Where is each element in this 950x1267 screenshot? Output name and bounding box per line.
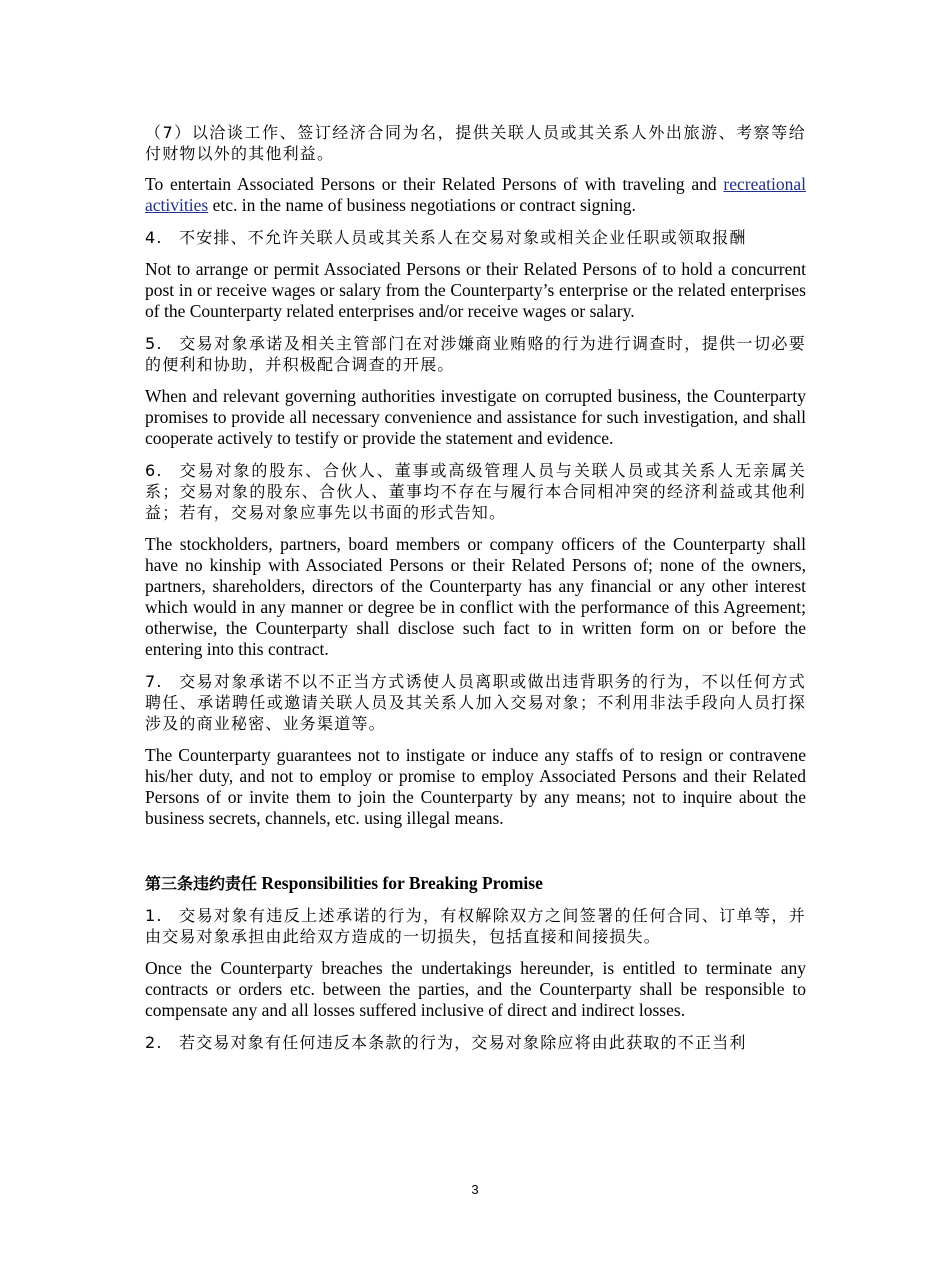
clause-5-chinese (145, 333, 806, 375)
recreational-link[interactable]: recreational (723, 174, 806, 194)
clause-4-english: Not to arrange or permit Associated Persons or their Related Persons of to hold a concurrent post in or receive wages or salary from the Counterparty’s enterprise or the related enterprises of the Counterparty related enterprises and/or receive wages or salary. (145, 259, 806, 321)
clause-7-chinese-text: 交易对象承诺不以不正当方式诱使人员离职或做出违背职务的行为，不以任何方式聘任、承诺聘任或邀请关联人员及其关系人加入交易对象；不利用非法手段向人员打探涉及的商业秘密、业务渠道等。 (145, 672, 806, 733)
article-3-heading-chinese: 第三条违约责任 (145, 874, 258, 893)
clause-5-english: When and relevant governing authorities investigate on corrupted business, the Counterparty promises to provide all necessary convenience and assistance for such investigation, and shall cooperate actively to testify or provide the statement and evidence. (145, 386, 806, 448)
article-3-heading (145, 873, 806, 894)
article-3-heading-english: Responsibilities for Breaking Promise (257, 873, 543, 893)
clause-4-chinese (145, 227, 806, 248)
clause-6-chinese (145, 460, 806, 523)
clause-6-english: The stockholders, partners, board members or company officers of the Counterparty shall have no kinship with Associated Persons or their Related Persons of; none of the owners, partners, shareholders, directors of the Counterparty has any financial or any other interest which would in any manner or degree be in conflict with the performance of this Agreement; otherwise, the Counterparty shall disclose such fact to in written form on or before the entering into this contract. (145, 534, 806, 659)
clause-5-chinese-text: 交易对象承诺及相关主管部门在对涉嫌商业贿赂的行为进行调查时，提供一切必要的便利和协助，并积极配合调查的开展。 (145, 334, 806, 374)
item7-chinese: （7）以洽谈工作、签订经济合同为名，提供关联人员或其关系人外出旅游、考察等给付财物以外的其他利益。 (145, 123, 806, 163)
article-3-clause-1-chinese (145, 905, 806, 947)
clause-7-number: 7. (145, 672, 163, 691)
article-3-clause-1-chinese-text: 交易对象有违反上述承诺的行为，有权解除双方之间签署的任何合同、订单等，并由交易对象承担由此给双方造成的一切损失，包括直接和间接损失。 (145, 906, 806, 946)
clause-5-number: 5. (145, 334, 163, 353)
document-body (145, 122, 806, 1053)
article-3-clause-2-chinese-text: 若交易对象有任何违反本条款的行为，交易对象除应将由此获取的不正当利 (179, 1033, 747, 1052)
article-3-clause-1-number: 1. (145, 906, 163, 925)
clause-7-english: The Counterparty guarantees not to instigate or induce any staffs of to resign or contravene his/her duty, and not to employ or promise to employ Associated Persons and their Related Persons of or invite them to join the Counterparty by any means; not to inquire about the business secrets, channels, etc. using illegal means. (145, 745, 806, 828)
item7-english-tail: etc. in the name of business negotiations or contract signing. (208, 195, 636, 215)
clause-4-chinese-text: 不安排、不允许关联人员或其关系人在交易对象或相关企业任职或领取报酬 (179, 228, 747, 247)
article-3-clause-2-chinese (145, 1032, 806, 1053)
activities-link[interactable]: activities (145, 195, 209, 215)
page-number: 3 (471, 1182, 479, 1197)
item7-english (145, 174, 806, 216)
clause-7-chinese (145, 671, 806, 734)
clause-4-number: 4. (145, 228, 163, 247)
clause-6-number: 6. (145, 461, 163, 480)
article-3-clause-1-english: Once the Counterparty breaches the undertakings hereunder, is entitled to terminate any contracts or orders etc. between the parties, and the Counterparty shall be responsible to compensate any and all losses suffered inclusive of direct and indirect losses. (145, 958, 806, 1020)
item7-english-text: To entertain Associated Persons or their Related Persons of with traveling and (145, 174, 724, 194)
article-3-clause-2-number: 2. (145, 1033, 163, 1052)
clause-6-chinese-text: 交易对象的股东、合伙人、董事或高级管理人员与关联人员或其关系人无亲属关系；交易对象的股东、合伙人、董事均不存在与履行本合同相冲突的经济利益或其他利益；若有，交易对象应事先以书面的形式告知。 (145, 461, 806, 522)
